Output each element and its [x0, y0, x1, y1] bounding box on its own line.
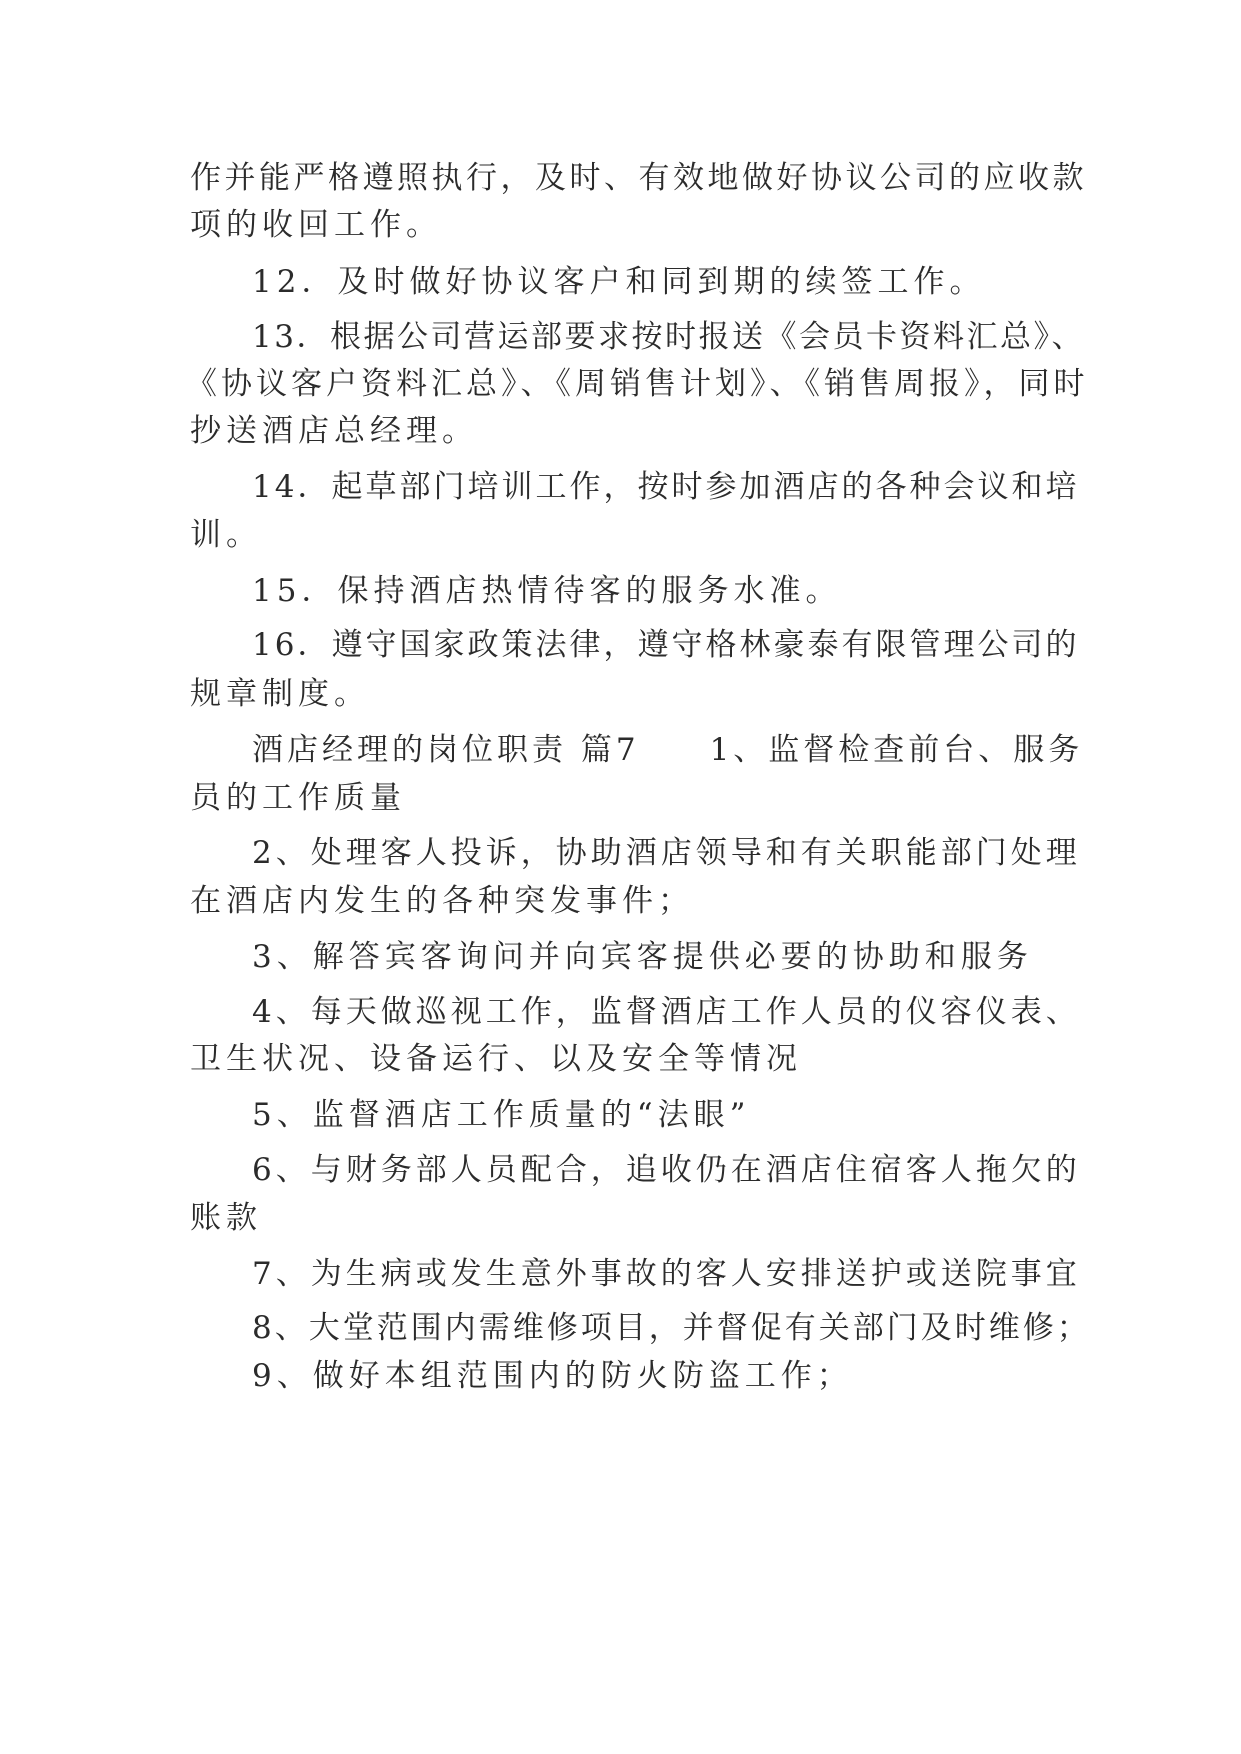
text-line: 13．根据公司营运部要求按时报送《会员卡资料汇总》、 — [252, 319, 1085, 355]
text-line: 项的收回工作。 — [190, 207, 442, 243]
text-line: 抄送酒店总经理。 — [190, 413, 478, 449]
text-line: 16．遵守国家政策法律，遵守格林豪泰有限管理公司的 — [252, 627, 1080, 663]
text-line: 7、为生病或发生意外事故的客人安排送护或送院事宜 — [252, 1256, 1081, 1292]
text-line: 4、每天做巡视工作，监督酒店工作人员的仪容仪表、 — [252, 994, 1081, 1030]
text-line: 酒店经理的岗位职责 篇7 1、监督检查前台、服务 — [252, 732, 1084, 768]
text-line: 《协议客户资料汇总》、《周销售计划》、《销售周报》，同时 — [186, 366, 1089, 402]
text-line: 训。 — [190, 517, 262, 553]
text-line: 在酒店内发生的各种突发事件； — [190, 883, 694, 919]
text-line: 8、大堂范围内需维修项目，并督促有关部门及时维修； — [252, 1310, 1091, 1346]
text-line: 5、监督酒店工作质量的“法眼” — [252, 1097, 751, 1133]
text-line: 规章制度。 — [190, 676, 370, 712]
text-line: 卫生状况、设备运行、以及安全等情况 — [190, 1041, 802, 1077]
text-line: 12．及时做好协议客户和同到期的续签工作。 — [252, 264, 986, 300]
text-line: 员的工作质量 — [190, 780, 406, 816]
text-line: 14．起草部门培训工作，按时参加酒店的各种会议和培 — [252, 469, 1080, 505]
text-line: 6、与财务部人员配合，追收仍在酒店住宿客人拖欠的 — [252, 1152, 1081, 1188]
text-line: 账款 — [190, 1200, 262, 1236]
text-line: 3、解答宾客询问并向宾客提供必要的协助和服务 — [252, 939, 1033, 975]
text-line: 15．保持酒店热情待客的服务水准。 — [252, 573, 842, 609]
text-line: 2、处理客人投诉，协助酒店领导和有关职能部门处理 — [252, 835, 1081, 871]
text-line: 9、做好本组范围内的防火防盗工作； — [252, 1358, 853, 1394]
text-line: 作并能严格遵照执行，及时、有效地做好协议公司的应收款 — [190, 160, 1087, 196]
